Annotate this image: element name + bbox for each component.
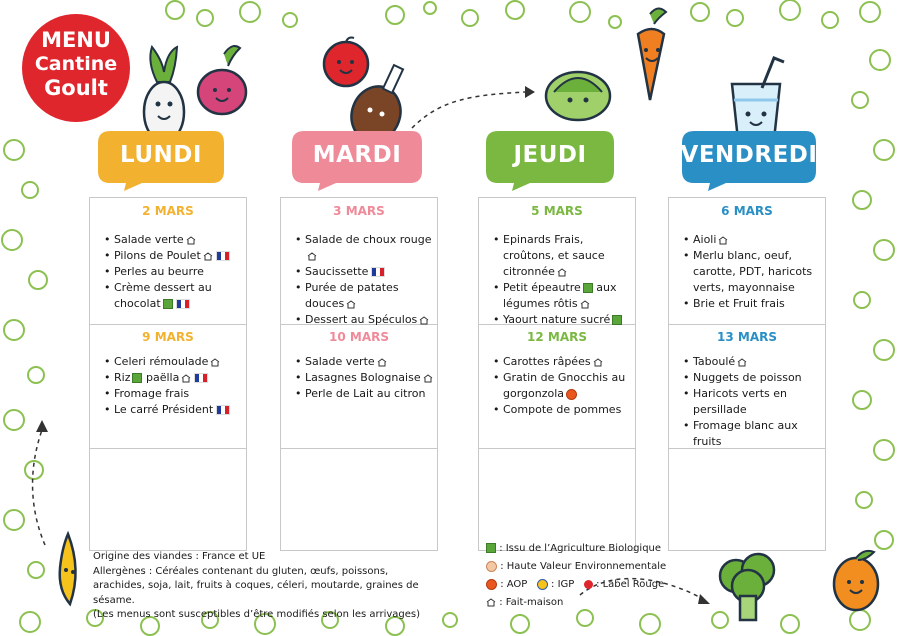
dish-name: Taboulé: [693, 355, 736, 368]
menu-date: 13 MARS: [717, 330, 777, 344]
disclaimer: (Les menus sont susceptibles d’être modifiés selon les arrivages): [93, 609, 421, 620]
menu-item: [281, 386, 437, 402]
menu-column-jeudi: [478, 197, 636, 551]
menu-day-cell: [90, 198, 246, 325]
day-header-jeudi: [484, 127, 616, 193]
france-flag-icon: [194, 373, 208, 383]
fait-maison-icon: [486, 598, 496, 607]
dish-name: Perles au beurre: [114, 265, 204, 278]
menu-item: [90, 402, 246, 418]
dish-name: Gratin de Gnocchis au gorgonzola: [503, 371, 626, 400]
menu-item: [669, 296, 825, 312]
menu-items: [90, 354, 246, 418]
dish-name: Fromage blanc aux fruits: [693, 419, 798, 448]
legend-aop: : AOP: [500, 579, 528, 590]
fait-maison-icon: [580, 300, 590, 309]
menu-items: [281, 232, 437, 328]
legend-fait-maison: : Fait-maison: [499, 597, 564, 608]
fait-maison-icon: [186, 236, 196, 245]
dish-name: Compote de pommes: [503, 403, 622, 416]
label-legend: [484, 540, 666, 612]
dish-name: Yaourt nature sucré: [503, 313, 611, 326]
menu-item: [281, 280, 437, 312]
menu-day-cell: [281, 198, 437, 325]
menu-item: [479, 370, 635, 402]
dish-name: Pilons de Poulet: [114, 249, 201, 262]
menu-item: [669, 354, 825, 370]
menu-item: [479, 232, 635, 280]
dish-name: Petit épeautre: [503, 281, 581, 294]
logo-line-3: Goult: [44, 76, 108, 100]
dish-name: Dessert au Spéculos: [305, 313, 418, 326]
dish-name: Merlu blanc, oeuf, carotte, PDT, haricots verts, mayonnaise: [693, 249, 813, 294]
menu-date: 6 MARS: [721, 204, 773, 218]
hve-icon: [486, 561, 497, 572]
menu-day-cell: [281, 324, 437, 449]
dish-name: Le carré Président: [114, 403, 214, 416]
aop-icon: [566, 389, 577, 400]
menu-item: [479, 354, 635, 370]
menu-item: [90, 386, 246, 402]
menu-item: [281, 264, 437, 280]
legend-bio: : Issu de l’Agriculture Biologique: [499, 543, 662, 554]
fait-maison-icon: [377, 358, 387, 367]
cabbage-carrot-illustration: [542, 4, 682, 124]
dish-name: Celeri rémoulade: [114, 355, 209, 368]
dish-name: Riz: [114, 371, 131, 384]
menu-item: [669, 248, 825, 296]
dish-name: Salade verte: [114, 233, 184, 246]
broccoli-illustration: [714, 552, 784, 624]
menu-date: 2 MARS: [142, 204, 194, 218]
france-flag-icon: [176, 299, 190, 309]
menu-day-cell: [90, 324, 246, 449]
fait-maison-icon: [423, 374, 433, 383]
menu-column-mardi: [280, 197, 438, 551]
dish-name: Salade de choux rouge: [305, 233, 432, 246]
day-label: VENDREDI: [680, 142, 818, 168]
meat-origin: Origine des viandes : France et UE: [93, 551, 266, 562]
dish-name: Epinards Frais, croûtons, et sauce citronnée: [503, 233, 605, 278]
menu-item: [281, 354, 437, 370]
menu-item: [281, 370, 437, 386]
menu-day-cell: [669, 198, 825, 325]
fait-maison-icon: [210, 358, 220, 367]
fait-maison-icon: [737, 358, 747, 367]
menu-column-vendredi: [668, 197, 826, 551]
menu-item: [669, 386, 825, 418]
menu-item: [669, 418, 825, 450]
day-header-mardi: [290, 127, 424, 193]
label-rouge-icon: [584, 580, 593, 589]
legend-igp: : IGP: [551, 579, 575, 590]
menu-column-lundi: [89, 197, 247, 551]
dish-name: Brie et Fruit frais: [693, 297, 785, 310]
menu-items: [669, 354, 825, 450]
menu-date: 5 MARS: [531, 204, 583, 218]
dish-name-cont: aux légumes rôtis: [503, 281, 617, 310]
dish-name: Haricots verts en persillade: [693, 387, 787, 416]
dish-name: Carottes râpées: [503, 355, 591, 368]
allergens: Allergènes : Céréales contenant du gluten, œufs, poissons, arachides, soja, lait, fruits à coques, céleri, moutarde, graines de sésame.: [93, 565, 419, 606]
menu-day-cell: [479, 324, 635, 449]
dish-name: Aioli: [693, 233, 717, 246]
menu-day-cell: [479, 198, 635, 325]
menu-day-cell: [669, 324, 825, 449]
menu-item: [90, 354, 246, 370]
footer-notes: [93, 550, 438, 623]
bio-icon: [583, 283, 593, 293]
aop-icon: [486, 579, 497, 590]
menu-item: [479, 280, 635, 312]
fait-maison-icon: [307, 252, 317, 261]
logo-line-1: MENU: [41, 28, 111, 52]
cantine-logo: [22, 14, 130, 122]
menu-items: [479, 232, 635, 328]
fait-maison-icon: [557, 268, 567, 277]
menu-item: [90, 264, 246, 280]
day-header-vendredi: [680, 127, 818, 193]
banana-illustration: [54, 530, 84, 608]
menu-date: 9 MARS: [142, 330, 194, 344]
menu-item: [90, 370, 246, 386]
france-flag-icon: [216, 251, 230, 261]
dish-name: Salade verte: [305, 355, 375, 368]
fait-maison-icon: [346, 300, 356, 309]
bio-icon: [132, 373, 142, 383]
mango-illustration: [830, 548, 882, 612]
fait-maison-icon: [718, 236, 728, 245]
dish-name: Crème dessert au chocolat: [114, 281, 212, 310]
day-label: MARDI: [312, 142, 402, 168]
fait-maison-icon: [181, 374, 191, 383]
dish-name: Purée de patates douces: [305, 281, 399, 310]
bio-icon: [486, 543, 496, 553]
france-flag-icon: [371, 267, 385, 277]
logo-line-2: Cantine: [34, 53, 118, 75]
igp-icon: [537, 579, 548, 590]
dish-name-cont: paëlla: [145, 371, 180, 384]
day-label: LUNDI: [120, 142, 202, 168]
menu-item: [90, 280, 246, 312]
menu-items: [669, 232, 825, 312]
dish-name: Fromage frais: [114, 387, 190, 400]
menu-item: [281, 232, 437, 264]
menu-date: 12 MARS: [527, 330, 587, 344]
menu-item: [90, 248, 246, 264]
bio-icon: [163, 299, 173, 309]
menu-date: 3 MARS: [333, 204, 385, 218]
france-flag-icon: [216, 405, 230, 415]
day-label: JEUDI: [513, 142, 587, 168]
menu-items: [479, 354, 635, 418]
menu-date: 10 MARS: [329, 330, 389, 344]
menu-items: [90, 232, 246, 312]
dish-name: Lasagnes Bolognaise: [305, 371, 421, 384]
menu-item: [669, 370, 825, 386]
menu-item: [669, 232, 825, 248]
menu-item: [479, 402, 635, 418]
legend-hve: : Haute Valeur Environnementale: [500, 561, 667, 572]
dish-name: Saucissette: [305, 265, 369, 278]
day-header-lundi: [96, 127, 226, 193]
dish-name: Perle de Lait au citron: [305, 387, 426, 400]
fait-maison-icon: [593, 358, 603, 367]
menu-items: [281, 354, 437, 402]
legend-label-rouge: : Label Rouge: [596, 579, 665, 590]
fait-maison-icon: [203, 252, 213, 261]
dish-name: Nuggets de poisson: [693, 371, 802, 384]
menu-item: [90, 232, 246, 248]
